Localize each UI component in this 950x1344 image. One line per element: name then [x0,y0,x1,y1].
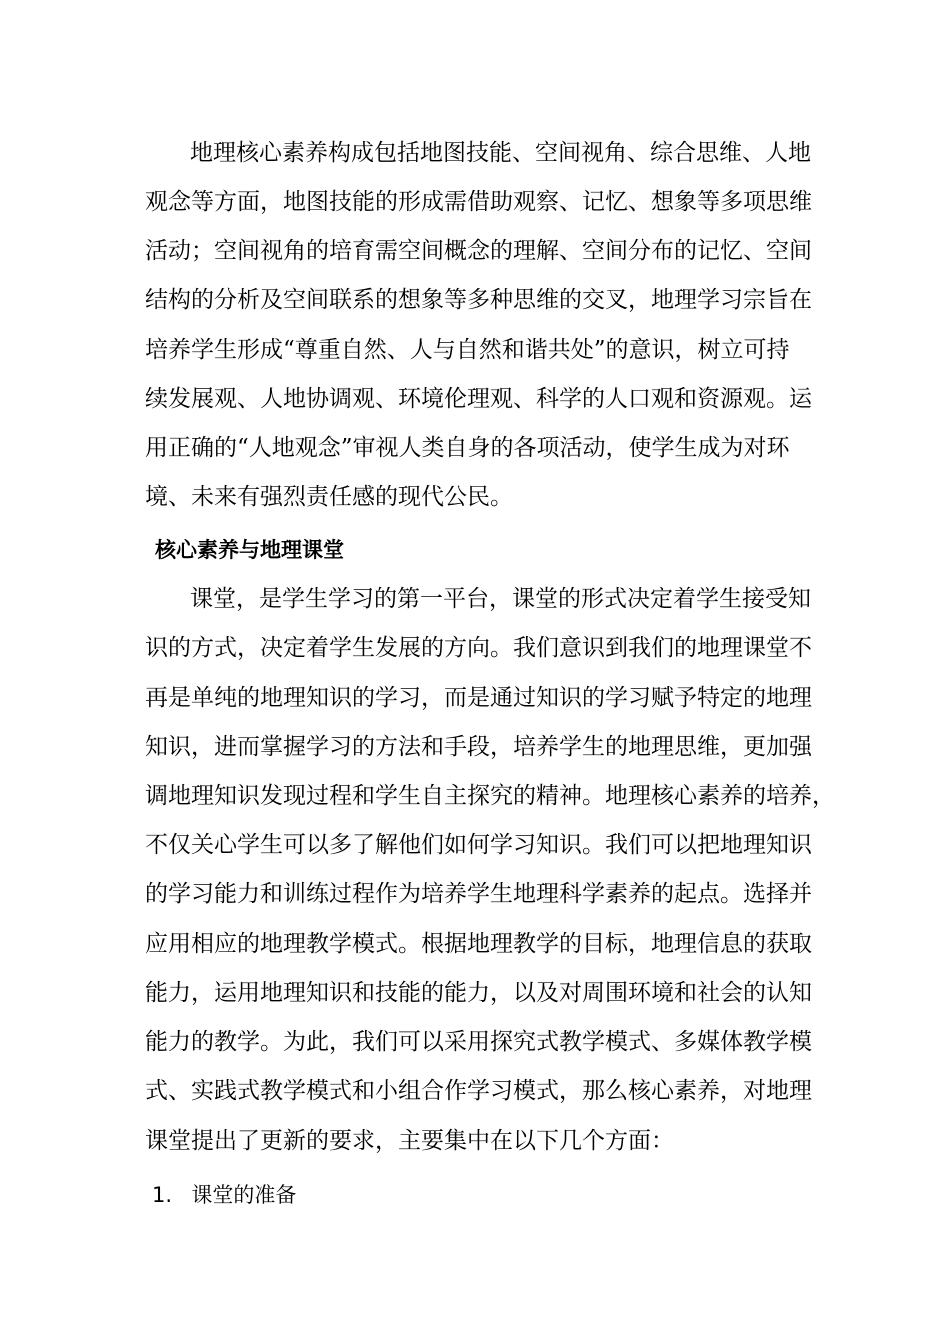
paragraph-line: 识的方式，决定着学生发展的方向。我们意识到我们的地理课堂不 [145,635,812,661]
list-item-text: 课堂的准备 [191,1183,297,1207]
paragraph-line: 知识，进而掌握学习的方法和手段，培养学生的地理思维，更加强 [145,734,812,760]
paragraph-line: 境、未来有强烈责任感的现代公民。 [145,484,513,510]
paragraph-line: 式、实践式教学模式和小组合作学习模式，那么核心素养，对地理 [145,1078,812,1104]
paragraph-line: 能力，运用地理知识和技能的能力，以及对周围环境和社会的认知 [145,980,812,1006]
paragraph-line: 能力的教学。为此，我们可以采用探究式教学模式、多媒体教学模 [145,1029,812,1055]
paragraph-line: 课堂提出了更新的要求，主要集中在以下几个方面： [145,1128,674,1154]
paragraph-line: 观念等方面，地图技能的形成需借助观察、记忆、想象等多项思维 [145,189,812,215]
paragraph-line: 结构的分析及空间联系的想象等多种思维的交叉，地理学习宗旨在 [145,287,812,313]
paragraph-line: 续发展观、人地协调观、环境伦理观、科学的人口观和资源观。运 [145,386,812,412]
paragraph-line: 地理核心素养构成包括地图技能、空间视角、综合思维、人地 [190,140,811,166]
list-item-number: 1. [152,1183,173,1207]
paragraph-line: 再是单纯的地理知识的学习，而是通过知识的学习赋予特定的地理 [145,685,812,711]
paragraph-line: 课堂，是学生学习的第一平台，课堂的形式决定着学生接受知 [190,586,811,612]
paragraph-line: 调地理知识发现过程和学生自主探究的精神。地理核心素养的培养， [145,783,835,809]
paragraph-line: 活动；空间视角的培育需空间概念的理解、空间分布的记忆、空间 [145,238,812,264]
paragraph-line: 不仅关心学生可以多了解他们如何学习知识。我们可以把地理知识 [145,832,812,858]
paragraph-line: 培养学生形成“尊重自然、人与自然和谐共处”的意识，树立可持 [145,337,790,363]
paragraph-line: 用正确的“人地观念”审视人类自身的各项活动，使学生成为对环 [145,435,790,461]
list-item [0,1180,950,1210]
paragraph-line: 应用相应的地理教学模式。根据地理教学的目标，地理信息的获取 [145,931,812,957]
paragraph-line: 的学习能力和训练过程作为培养学生地理科学素养的起点。选择并 [145,881,812,907]
section-heading: 核心素养与地理课堂 [155,538,344,562]
